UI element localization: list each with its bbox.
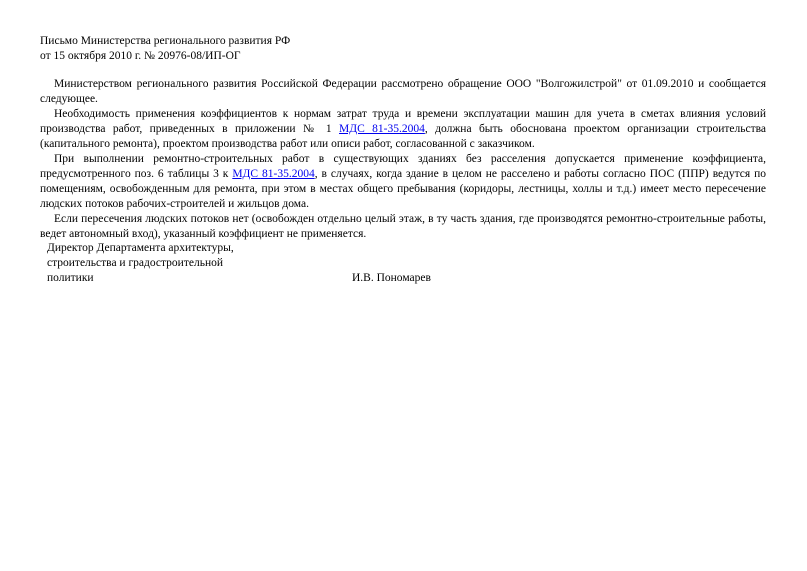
document-date-number: от 15 октября 2010 г. № 20976-08/ИП-ОГ: [40, 50, 241, 62]
signature-block: [47, 241, 467, 286]
document-title: Письмо Министерства регионального развития РФ: [40, 35, 291, 47]
mds-81-35-link[interactable]: МДС 81-35.2004: [339, 123, 425, 135]
signatory-name: И.В. Пономарев: [352, 272, 431, 284]
paragraph-2-text-start: Необходимость применения коэффициентов к нормам затрат труда и времени эксплуатации машин для учета в сметах влияния условий производства работ, приведенных в приложении № 1: [40, 108, 766, 135]
paragraph-2-text-end: , должна быть обоснована проектом организации строительства (капитального ремонта), проектом производства работ или описи работ, согласованной с заказчиком.: [40, 123, 766, 150]
signature-position-line-1: Директор Департамента архитектуры,: [47, 242, 234, 254]
paragraph-3-text-end: , в случаях, когда здание в целом не расселено и работы согласно ПОС (ППР) ведутся по помещениям, освобожденным для ремонта, при этом в местах общего пребывания (коридоры, лестницы, холлы и т.д.) имеет место пересечение людских потоков рабочих-строителей и жильцов дома.: [40, 168, 767, 210]
paragraph-2: [40, 107, 766, 152]
paragraph-4: Если пересечения людских потоков нет (освобожден отдельно целый этаж, в ту часть здания, где производятся ремонтно-строительные работы, ведет автономный вход), указанный коэффициент не применяется.: [40, 213, 766, 240]
mds-81-35-link-2[interactable]: МДС 81-35.2004: [232, 168, 315, 180]
document-page: [40, 34, 766, 242]
paragraph-3-text-start: При выполнении ремонтно-строительных работ в существующих зданиях без расселения допускается применение коэффициента, предусмотренного поз. 6 таблицы 3 к: [40, 153, 766, 180]
document-body: [40, 77, 766, 242]
signature-position-line-3: политики: [47, 272, 94, 284]
paragraph-3: [40, 152, 766, 212]
signature-position-line-2: строительства и градостроительной: [47, 257, 224, 269]
paragraph-1: Министерством регионального развития Российской Федерации рассмотрено обращение ООО "Волгожилстрой" от 01.09.2010 и сообщается следующее.: [40, 78, 766, 105]
